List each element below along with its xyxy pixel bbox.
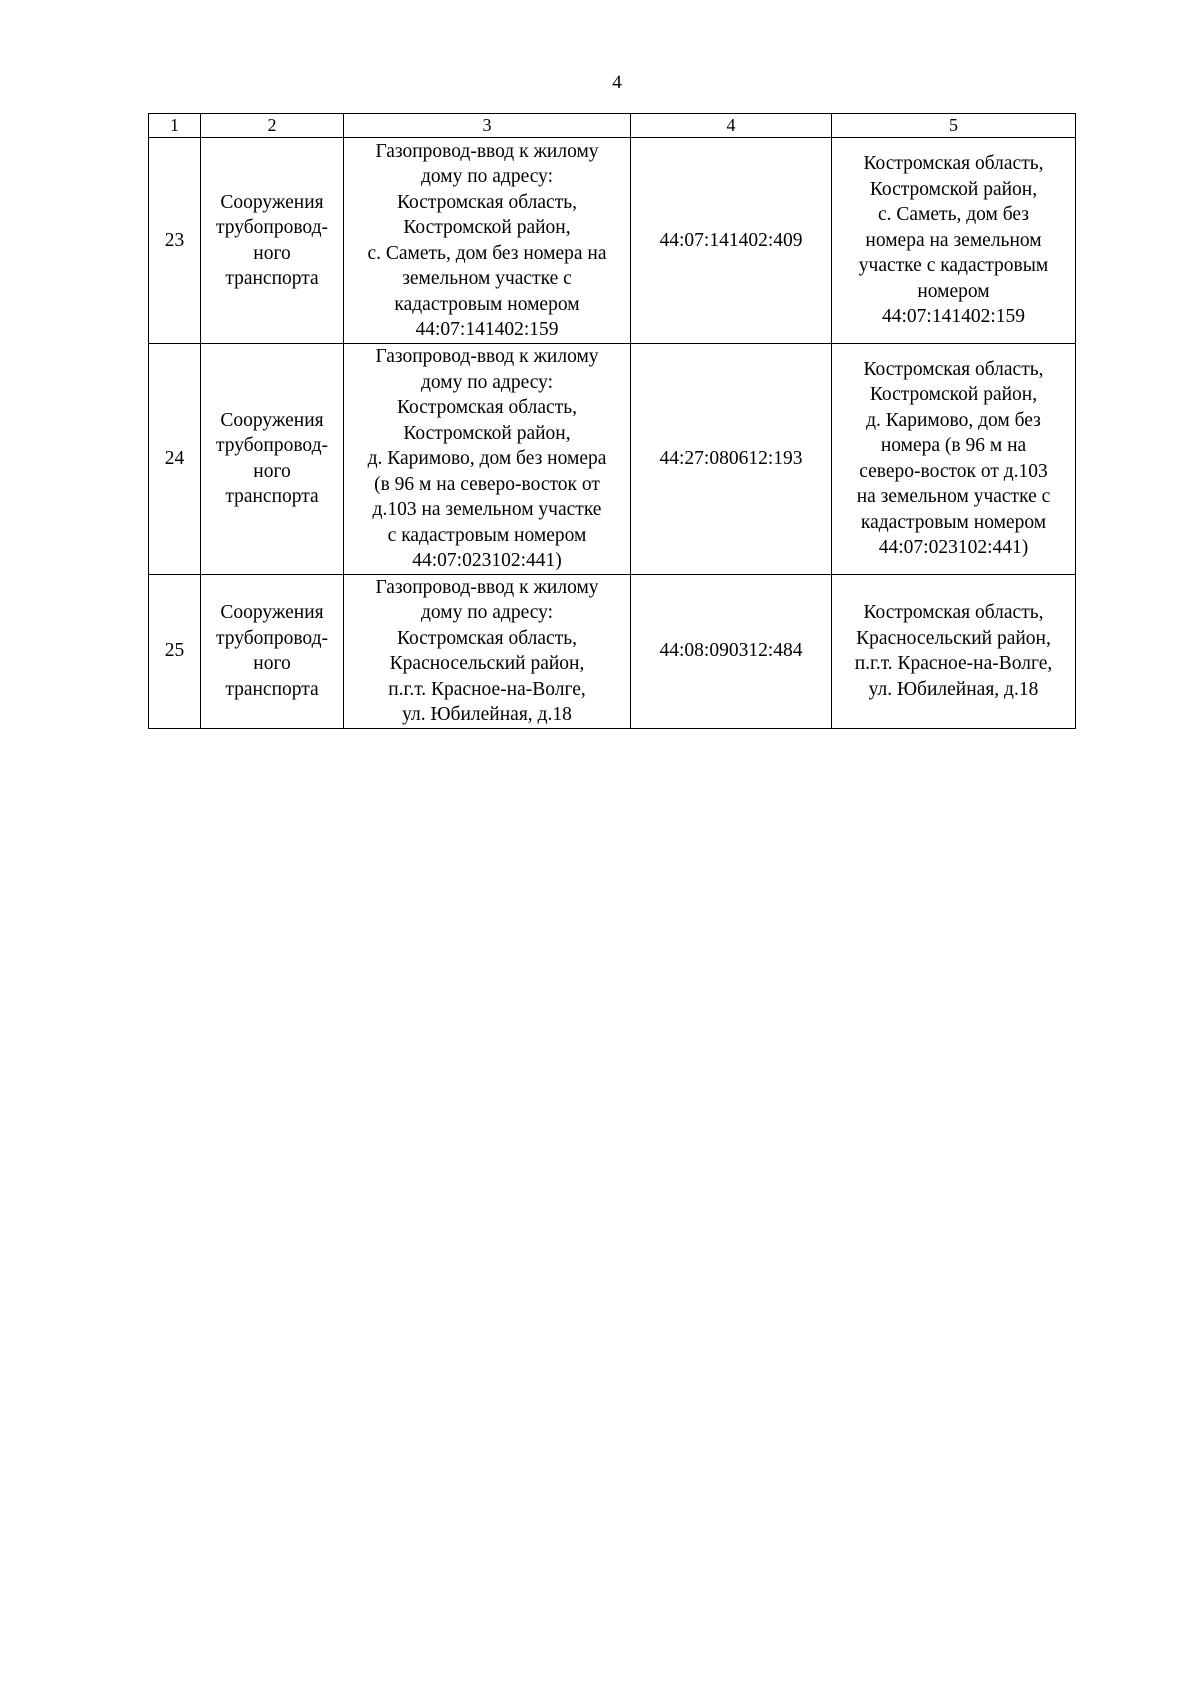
- row-number-cell: [149, 344, 201, 575]
- object-type-cell: [201, 574, 344, 728]
- cadastral-number: 44:08:090312:484: [659, 640, 803, 662]
- row-number-cell: [149, 574, 201, 728]
- page-number: 4: [612, 72, 622, 93]
- table-header-row: [149, 114, 1076, 138]
- row-number: 24: [164, 448, 185, 469]
- object-name-cell: [344, 574, 631, 728]
- cadastral-number-cell: [631, 138, 832, 344]
- table-row: [149, 574, 1076, 728]
- cadastral-number: 44:07:141402:409: [659, 229, 803, 251]
- object-name-cell: [344, 138, 631, 344]
- object-type: Сооружения трубопровод- ного транспорта: [215, 191, 329, 289]
- cadastral-number-cell: [631, 574, 832, 728]
- object-location-cell: [832, 138, 1076, 344]
- object-name-cell: [344, 344, 631, 575]
- object-location-cell: [832, 344, 1076, 575]
- row-number: 25: [164, 640, 185, 662]
- object-type: Сооружения трубопровод- ного транспорта: [215, 409, 329, 508]
- column-header-4: 4: [631, 114, 832, 138]
- cadastral-number: 44:27:080612:193: [659, 448, 803, 469]
- object-type: Сооружения трубопровод- ного транспорта: [215, 602, 329, 700]
- object-name: Газопровод-ввод к жилому дому по адресу: Костромская область, Костромской район, с. Саметь, дом без номера на земельном участке с кадастровым номером 44:07:141402:159: [367, 140, 607, 340]
- object-location: Костромская область, Костромской район, с. Саметь, дом без номера на земельном участке с кадастровым номером 44:07:141402:159: [858, 153, 1049, 328]
- table-row: [149, 138, 1076, 344]
- object-type-cell: [201, 344, 344, 575]
- object-location-cell: [832, 574, 1076, 728]
- cadastral-number-cell: [631, 344, 832, 575]
- object-name: Газопровод-ввод к жилому дому по адресу: Костромская область, Костромской район, д. Каримово, дом без номера (в 96 м на северо-восток от д.103 на земельном участке с кадастровым номером 44:07:023102:441): [367, 346, 607, 571]
- object-location: Костромская область, Красносельский район, п.г.т. Красное-на-Волге, ул. Юбилейная, д.18: [854, 602, 1053, 700]
- column-header-5: 5: [832, 114, 1076, 138]
- row-number: 23: [164, 229, 185, 251]
- object-name: Газопровод-ввод к жилому дому по адресу: Костромская область, Красносельский район, п.г.т. Красное-на-Волге, ул. Юбилейная, д.18: [375, 576, 599, 725]
- object-type-cell: [201, 138, 344, 344]
- column-header-1: 1: [149, 114, 201, 138]
- objects-table: [148, 113, 1076, 729]
- row-number-cell: [149, 138, 201, 344]
- object-location: Костромская область, Костромской район, д. Каримово, дом без номера (в 96 м на северо-восток от д.103 на земельном участке с кадастровым номером 44:07:023102:441): [856, 358, 1051, 559]
- column-header-2: 2: [201, 114, 344, 138]
- table-row: [149, 344, 1076, 575]
- column-header-3: 3: [344, 114, 631, 138]
